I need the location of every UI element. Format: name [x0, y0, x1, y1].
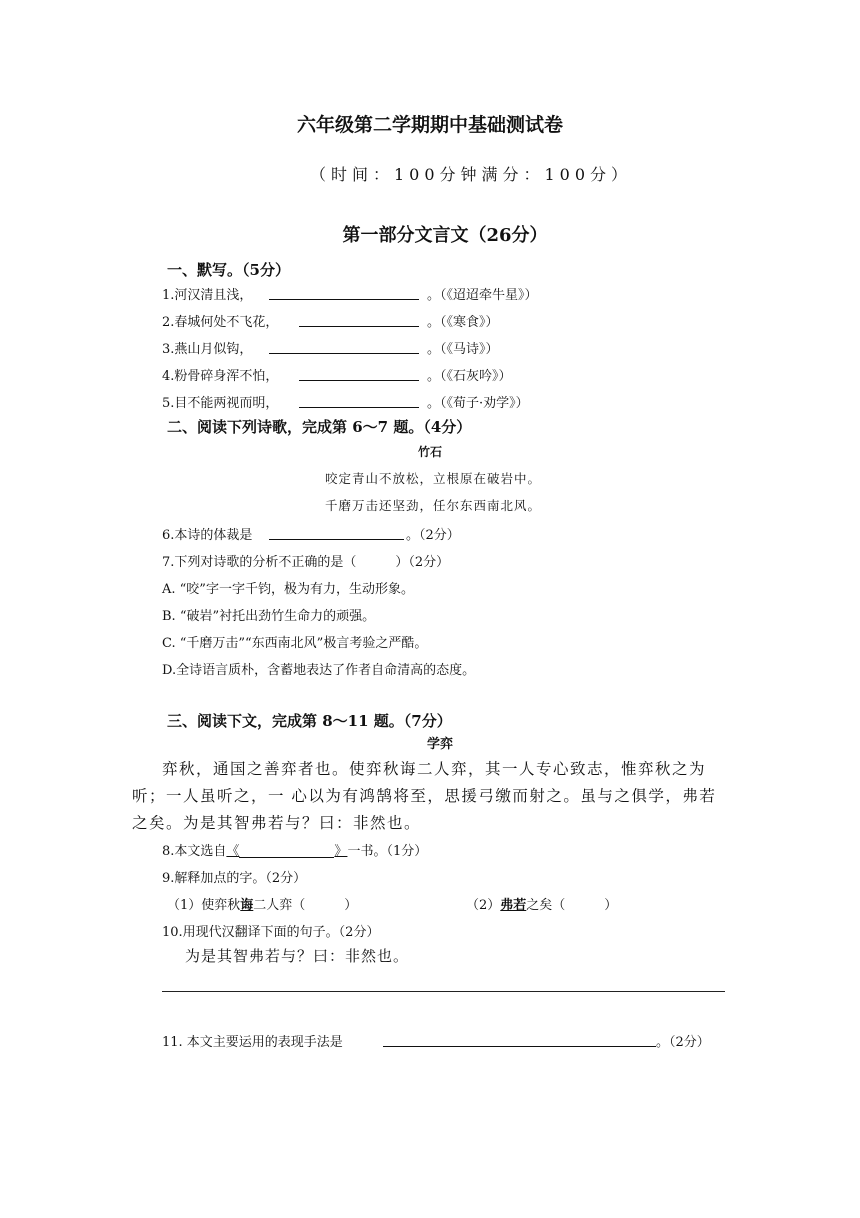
q9-item-2 — [466, 894, 617, 913]
q5-answer-blank[interactable] — [299, 393, 419, 408]
q1-source: 。（《迢迢牵牛星》） — [427, 288, 538, 303]
part-heading: 第一部分文言文（26分） — [342, 225, 548, 246]
q9: 9.解释加点的字。（2分） — [162, 871, 307, 886]
passage-line-2: 听；一人虽听之，一 心以为有鸿鹄将至，思援弓缴而射之。虽与之俱学，弗若 — [132, 787, 717, 805]
q3-answer-blank[interactable] — [269, 339, 419, 354]
q10-answer-line[interactable] — [162, 991, 725, 992]
passage-line-1: 弈秋，通国之善弈者也。使弈秋诲二人弈，其一人专心致志，惟弈秋之为 — [162, 760, 707, 778]
q7-option-b: B. “破岩”衬托出劲竹生命力的顽强。 — [162, 609, 376, 624]
q5 — [162, 392, 278, 411]
q10: 10.用现代汉翻译下面的句子。（2分） — [162, 925, 380, 940]
q9-2-suffix: 之矣（ ） — [526, 898, 618, 913]
exam-subtitle: （时间：100分钟满分：100分） — [309, 165, 633, 184]
text-title: 学弈 — [426, 737, 453, 752]
poem-line-2: 千磨万击还坚劲，任尔东西南北风。 — [325, 498, 542, 513]
q8-suffix: 一书。（1分） — [347, 844, 428, 859]
q1-answer-blank[interactable] — [269, 285, 419, 300]
q7-option-a: A. “咬”字一字千钧，极为有力，生动形象。 — [162, 582, 414, 597]
q9-1-marked-char: 诲 — [240, 898, 254, 913]
q2-answer-blank[interactable] — [299, 312, 419, 327]
q10-sentence: 为是其智弗若与？曰：非然也。 — [185, 947, 410, 965]
q3-source: 。（《马诗》） — [427, 342, 499, 357]
q8-book-open: 《 — [226, 844, 240, 859]
q4-text: 4.粉骨碎身浑不怕， — [162, 369, 279, 384]
q9-1-suffix: 二人弈（ ） — [253, 898, 358, 913]
q3 — [162, 338, 252, 357]
poem-line-1: 咬定青山不放松，立根原在破岩中。 — [325, 471, 542, 486]
q9-2-prefix: （2） — [466, 898, 501, 913]
q8-book-close: 》 — [334, 844, 348, 859]
q11-answer-blank[interactable] — [383, 1032, 656, 1047]
q7-option-d: D.全诗语言质朴，含蓄地表达了作者自命清高的态度。 — [162, 663, 476, 678]
q4-source: 。（《石灰吟》） — [427, 369, 512, 384]
q7-option-c: C. “千磨万击”“东西南北风”极言考验之严酷。 — [162, 636, 428, 651]
q6-text: 6.本诗的体裁是 — [162, 528, 253, 543]
q11-tail: 。（2分） — [656, 1035, 710, 1050]
q5-source: 。（《荀子·劝学》） — [427, 396, 529, 411]
q3-text: 3.燕山月似钩， — [162, 342, 253, 357]
q4-answer-blank[interactable] — [299, 366, 419, 381]
exam-title: 六年级第二学期期中基础测试卷 — [296, 114, 563, 136]
q1-text: 1.河汉清且浅， — [162, 288, 253, 303]
section1-heading: 一、默写。（5分） — [167, 261, 290, 279]
q5-text: 5.目不能两视而明， — [162, 396, 279, 411]
q11-text: 11. 本文主要运用的表现手法是 — [162, 1035, 343, 1050]
q2-text: 2.春城何处不飞花， — [162, 315, 279, 330]
q8-answer-blank[interactable] — [239, 843, 334, 858]
q1 — [162, 284, 252, 303]
q9-2-marked-char: 弗若 — [500, 898, 527, 913]
passage-line-3: 之矣。为是其智弗若与？曰：非然也。 — [132, 814, 422, 832]
q9-item-1 — [167, 894, 357, 913]
poem-title: 竹石 — [417, 445, 442, 459]
q6-tail: 。（2分） — [406, 528, 460, 543]
section3-heading: 三、阅读下文，完成第 8～11 题。（7分） — [167, 712, 452, 730]
q7: 7.下列对诗歌的分析不正确的是（ ）（2分） — [162, 555, 450, 570]
section2-heading: 二、阅读下列诗歌，完成第 6～7 题。（4分） — [167, 418, 472, 436]
q2-source: 。（《寒食》） — [427, 315, 499, 330]
q4 — [162, 365, 278, 384]
q6-answer-blank[interactable] — [269, 525, 404, 540]
q8 — [162, 840, 427, 859]
q8-prefix: 8.本文选自 — [162, 844, 227, 859]
q2 — [162, 311, 278, 330]
q9-1-prefix: （1）使弈秋 — [167, 898, 241, 913]
